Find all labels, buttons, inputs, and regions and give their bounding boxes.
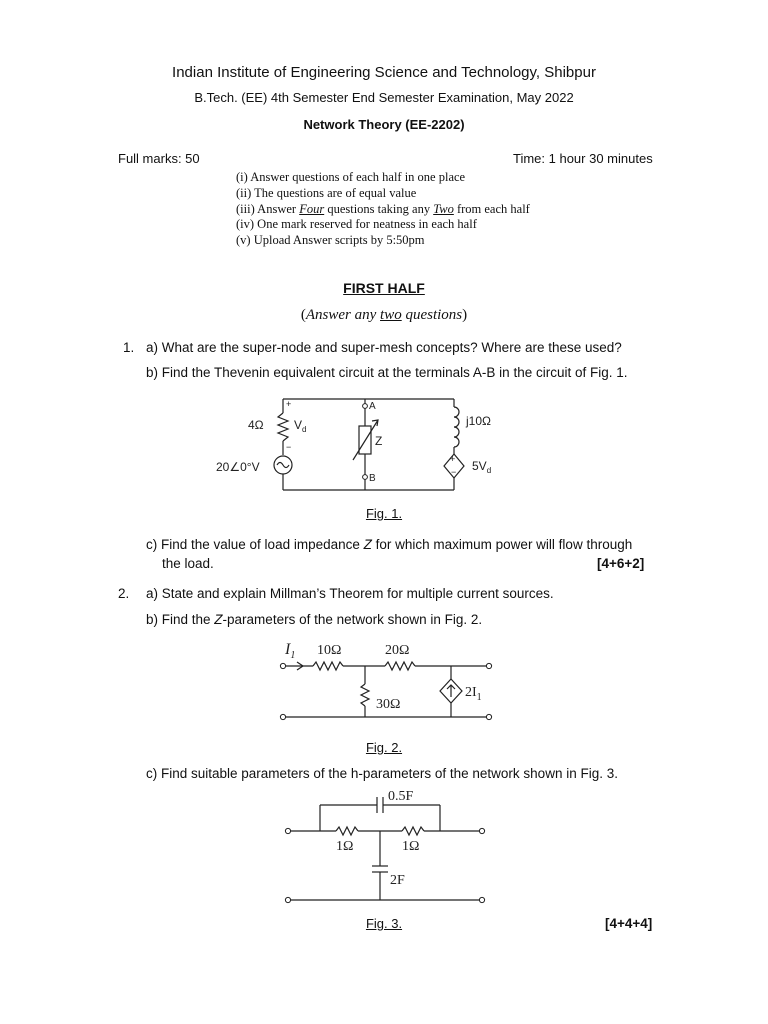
fig2-r2-label: 20Ω (385, 643, 410, 658)
fig1-minus-label: − (286, 442, 292, 452)
q2-number: 2. (118, 586, 130, 601)
q1-part-a: a) What are the super-node and super-mesh concepts? Where are these used? (146, 340, 622, 355)
fig2-src-sub: 1 (476, 692, 482, 703)
instruction-iii-pre: (iii) Answer (236, 201, 300, 216)
fig1-resistor-label: 4Ω (248, 418, 264, 432)
q1-c-pre: c) Find the value of load impedance (146, 537, 364, 552)
instruction-iii-two: Two (433, 201, 454, 216)
q2-marks: [4+4+4] (605, 916, 653, 931)
fig1-inductor-label: j10Ω (466, 414, 491, 428)
instruction-ii: (ii) The questions are of equal value (236, 185, 417, 200)
time-allowed: Time: 1 hour 30 minutes (513, 151, 653, 166)
fig3-r2-label: 1Ω (402, 839, 420, 854)
q2-b-z: Z (214, 612, 223, 627)
fig1-dep-value: 5V (472, 459, 487, 473)
q2-part-c: c) Find suitable parameters of the h-parameters of the network shown in Fig. 3. (146, 766, 618, 781)
fig1-dep-minus: − (451, 467, 457, 477)
fig2-r3-label: 30Ω (376, 697, 401, 712)
fig2-source-label (465, 685, 482, 703)
fig1-vd-sub: d (302, 425, 307, 434)
note-open: ( (300, 307, 306, 323)
fig2-current-label (284, 641, 295, 661)
instruction-iii (236, 202, 530, 218)
exam-title: B.Tech. (EE) 4th Semester End Semester Examination, May 2022 (194, 90, 574, 105)
q1-c-z: Z (363, 537, 372, 552)
fig2-src-value: 2I (465, 685, 477, 700)
fig3-caption: Fig. 3. (365, 916, 403, 931)
q2-b-post: -parameters of the network shown in Fig. 2. (222, 612, 483, 627)
full-marks: Full marks: 50 (118, 151, 200, 166)
fig1-terminal-b: B (369, 473, 376, 484)
fig1-vd-letter: V (294, 418, 303, 432)
instruction-iii-post: from each half (453, 201, 530, 216)
note-two: two (380, 307, 402, 323)
fig2-i1-sub: 1 (290, 650, 296, 661)
instruction-iv: (iv) One mark reserved for neatness in each half (236, 217, 477, 232)
fig1-dep-source-label (472, 459, 491, 475)
figure-2-circuit (275, 632, 505, 727)
fig3-c1-label: 0.5F (388, 789, 414, 804)
note-close: ) (462, 307, 468, 323)
q2-b-pre: b) Find the (146, 612, 215, 627)
fig1-dep-sub: d (486, 466, 492, 475)
fig2-r1-label: 10Ω (317, 643, 342, 658)
fig1-caption: Fig. 1. (365, 506, 403, 521)
subject-title: Network Theory (EE-2202) (303, 117, 465, 132)
instruction-iii-four: Four (299, 201, 325, 216)
q2-part-b (146, 612, 482, 627)
instruction-iii-mid: questions taking any (324, 201, 434, 216)
q1-marks: [4+6+2] (597, 556, 645, 571)
fig2-caption: Fig. 2. (365, 740, 403, 755)
fig3-r1-label: 1Ω (336, 839, 354, 854)
section-note (0, 307, 768, 324)
fig2-i1-letter: I (285, 641, 291, 658)
q1-number: 1. (123, 340, 135, 355)
fig1-impedance-label: Z (375, 434, 383, 448)
q2-part-a: a) State and explain Millman’s Theorem for multiple current sources. (146, 586, 554, 601)
note-pre: Answer any (305, 307, 381, 323)
fig1-plus-label: + (286, 399, 292, 409)
instructions (236, 170, 530, 249)
fig1-terminal-a: A (369, 401, 376, 412)
q1-part-c-line2: the load. (162, 556, 214, 571)
institute-title: Indian Institute of Engineering Science and Technology, Shibpur (172, 64, 596, 81)
figure-1-circuit (210, 393, 520, 498)
fig1-source-label: 20∠0°V (216, 460, 260, 474)
fig1-vd-label (294, 418, 306, 434)
fig1-dep-plus: + (450, 454, 456, 464)
section-title: FIRST HALF (343, 280, 425, 296)
q1-part-b: b) Find the Thevenin equivalent circuit at the terminals A-B in the circuit of Fig. 1. (146, 365, 628, 380)
instruction-v: (v) Upload Answer scripts by 5:50pm (236, 233, 425, 248)
q1-c-post: for which maximum power will flow through (371, 537, 633, 552)
instruction-i: (i) Answer questions of each half in one place (236, 170, 466, 184)
fig3-c2-label: 2F (390, 873, 405, 888)
figure-3-circuit (280, 786, 495, 908)
note-post: questions (401, 307, 463, 323)
q1-part-c (146, 537, 632, 552)
